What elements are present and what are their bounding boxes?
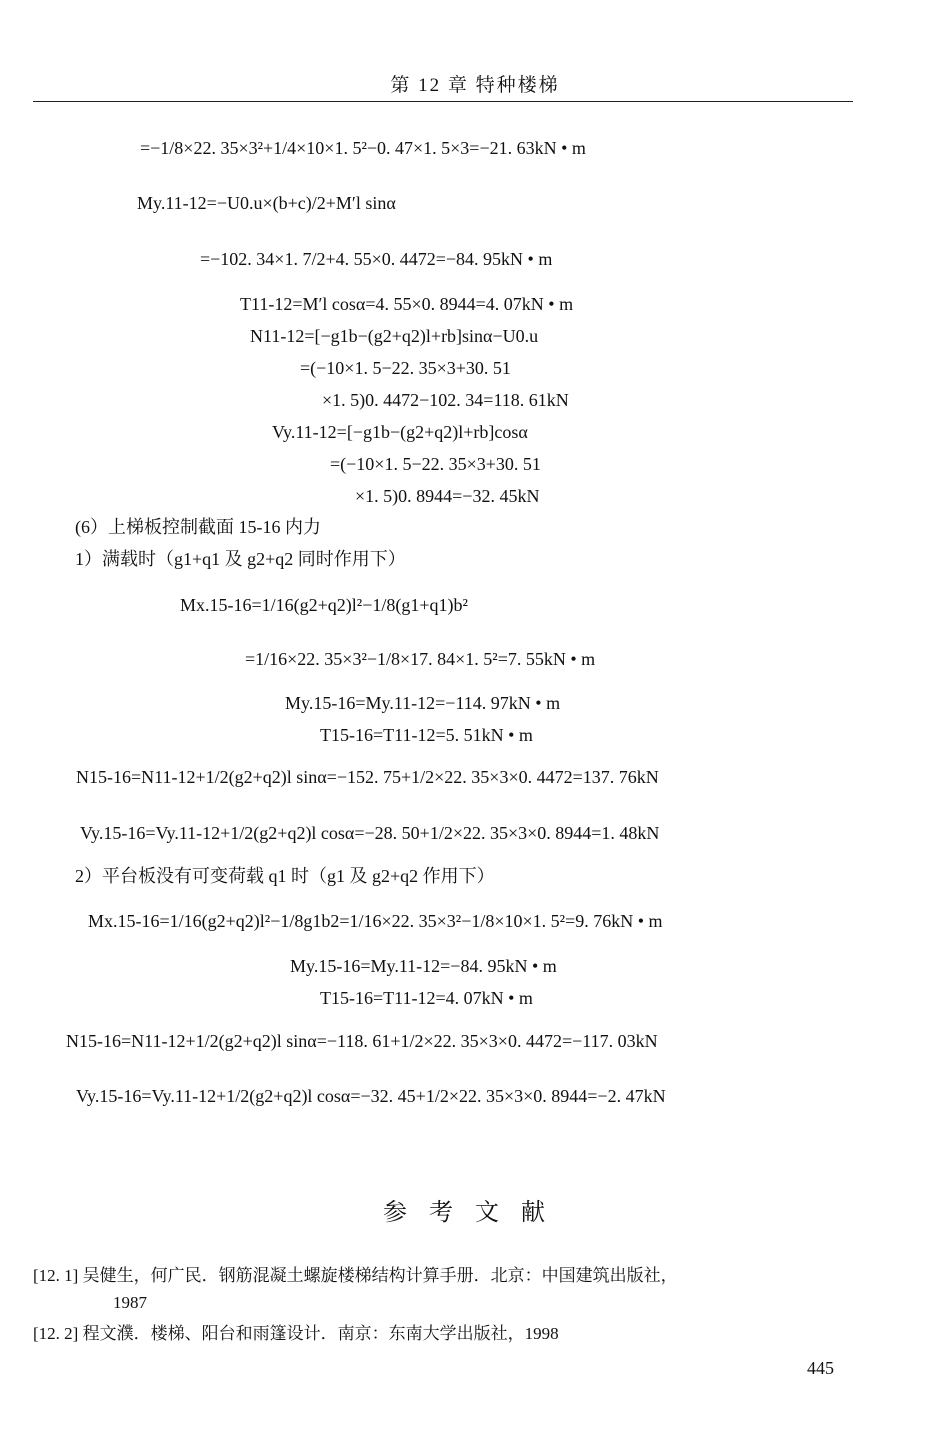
- reference-text: 吴健生，何广民．钢筋混凝土螺旋楼梯结构计算手册．北京：中国建筑出版社，: [82, 1266, 678, 1285]
- reference-item: [33, 1264, 678, 1288]
- reference-item: [33, 1322, 559, 1346]
- equation-line: Vy.15-16=Vy.11-12+1/2(g2+q2)l cosα=−32. 45+1/2×22. 35×3×0. 8944=−2. 47kN: [76, 1086, 666, 1106]
- running-header: 第 12 章 特种楼梯: [390, 75, 560, 96]
- equation-line: T15-16=T11-12=4. 07kN • m: [320, 988, 533, 1008]
- equation-line: My.11-12=−U0.u×(b+c)/2+M′l sinα: [137, 193, 396, 213]
- equation-line: =1/16×22. 35×3²−1/8×17. 84×1. 5²=7. 55kN • m: [245, 649, 596, 669]
- reference-text: 程文濮．楼梯、阳台和雨篷设计．南京：东南大学出版社，1998: [82, 1324, 559, 1343]
- header-rule: [33, 101, 853, 102]
- equation-line: ×1. 5)0. 4472−102. 34=118. 61kN: [322, 390, 569, 410]
- case-heading: 2）平台板没有可变荷载 q1 时（g1 及 g2+q2 作用下）: [75, 866, 495, 886]
- equation-line: T15-16=T11-12=5. 51kN • m: [320, 725, 533, 745]
- equation-line: =(−10×1. 5−22. 35×3+30. 51: [330, 454, 541, 474]
- equation-line: =−1/8×22. 35×3²+1/4×10×1. 5²−0. 47×1. 5×3=−21. 63kN • m: [140, 138, 586, 158]
- equation-line: My.15-16=My.11-12=−84. 95kN • m: [290, 956, 557, 976]
- equation-line: N11-12=[−g1b−(g2+q2)l+rb]sinα−U0.u: [250, 326, 539, 346]
- equation-line: Mx.15-16=1/16(g2+q2)l²−1/8(g1+q1)b²: [180, 595, 468, 615]
- equation-line: Vy.11-12=[−g1b−(g2+q2)l+rb]cosα: [272, 422, 528, 442]
- reference-number: [12. 1]: [33, 1266, 79, 1285]
- references-title: 参考文献: [383, 1200, 567, 1226]
- section-heading: (6）上梯板控制截面 15-16 内力: [75, 517, 321, 537]
- equation-line: Mx.15-16=1/16(g2+q2)l²−1/8g1b2=1/16×22. 35×3²−1/8×10×1. 5²=9. 76kN • m: [88, 911, 663, 931]
- page-number: 445: [807, 1358, 834, 1378]
- reference-continuation: 1987: [113, 1293, 147, 1312]
- equation-line: =(−10×1. 5−22. 35×3+30. 51: [300, 358, 511, 378]
- equation-line: T11-12=M′l cosα=4. 55×0. 8944=4. 07kN • m: [240, 294, 574, 314]
- equation-line: N15-16=N11-12+1/2(g2+q2)l sinα=−118. 61+1/2×22. 35×3×0. 4472=−117. 03kN: [66, 1031, 658, 1051]
- equation-line: My.15-16=My.11-12=−114. 97kN • m: [285, 693, 561, 713]
- equation-line: =−102. 34×1. 7/2+4. 55×0. 4472=−84. 95kN • m: [200, 249, 553, 269]
- equation-line: Vy.15-16=Vy.11-12+1/2(g2+q2)l cosα=−28. 50+1/2×22. 35×3×0. 8944=1. 48kN: [80, 823, 660, 843]
- reference-number: [12. 2]: [33, 1324, 79, 1343]
- equation-line: ×1. 5)0. 8944=−32. 45kN: [355, 486, 540, 506]
- equation-line: N15-16=N11-12+1/2(g2+q2)l sinα=−152. 75+1/2×22. 35×3×0. 4472=137. 76kN: [76, 767, 659, 787]
- case-heading: 1）满载时（g1+q1 及 g2+q2 同时作用下）: [75, 549, 406, 569]
